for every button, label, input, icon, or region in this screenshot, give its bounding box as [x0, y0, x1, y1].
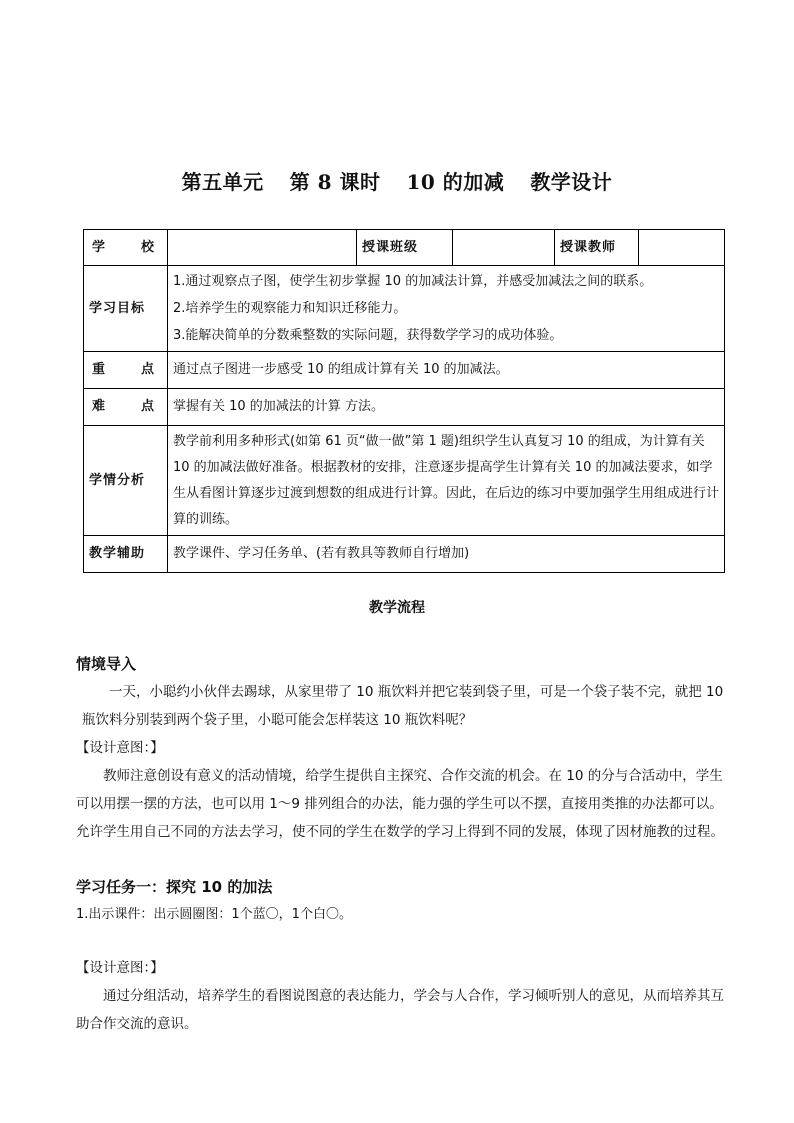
title-topic: 10 的加减	[406, 170, 505, 194]
objectives-label: 学习目标	[84, 266, 168, 352]
difficulty-value: 掌握有关 10 的加减法的计算 方法。	[168, 389, 725, 426]
analysis-value: 教学前利用多种形式(如第 61 页“做一做”第 1 题)组织学生认真复习 10 的组成，为计算有关 10 的加减法做好准备。根据教材的安排，注意逐步提高学生计算有关 10 的加减法要求，如学生从看图计算逐步过渡到想数的组成进行计算。因此，在后边的练习中要加强学生用组成进行计算的训练。	[168, 426, 725, 536]
school-label: 学 校	[84, 230, 168, 266]
info-row-key-point	[84, 352, 725, 389]
title-unit: 第五单元	[181, 170, 264, 194]
aids-label: 教学辅助	[84, 536, 168, 573]
objectives-list	[168, 266, 725, 352]
design-intent-text-1: 教师注意创设有意义的活动情境，给学生提供自主探究、合作交流的机会。在 10 的分与合活动中，学生可以用摆一摆的方法，也可以用 1～9 排列组合的办法，能力强的学生可以不摆，直接用类推的办法都可以。允许学生用自己不同的方法去学习，使不同的学生在数学的学习上得到不同的发展，体现了因材施教的过程。	[76, 768, 724, 840]
intro-heading: 情境导入	[76, 655, 137, 673]
key-point-value: 通过点子图进一步感受 10 的组成计算有关 10 的加减法。	[168, 352, 725, 389]
analysis-label: 学情分析	[84, 426, 168, 536]
objective-item: 2.培养学生的观察能力和知识迁移能力。	[173, 301, 407, 316]
aids-value: 教学课件、学习任务单、(若有教具等教师自行增加)	[168, 536, 725, 573]
teacher-value[interactable]	[639, 230, 725, 266]
flow-section-intro	[76, 650, 724, 846]
class-value[interactable]	[453, 230, 555, 266]
design-intent-label-2: 【设计意图：】	[76, 960, 164, 976]
key-point-label: 重 点	[84, 352, 168, 389]
info-row-objectives	[84, 266, 725, 352]
lesson-info-table	[83, 229, 725, 573]
teacher-label: 授课教师	[555, 230, 639, 266]
intro-text: 一天，小聪约小伙伴去踢球，从家里带了 10 瓶饮料并把它装到袋子里，可是一个袋子装不完，就把 10 瓶饮料分别装到两个袋子里，小聪可能会怎样装这 10 瓶饮料呢？	[82, 684, 724, 728]
title-kind: 教学设计	[530, 170, 613, 194]
task1-heading: 学习任务一：探究 10 的加法	[76, 878, 273, 896]
info-row-aids	[84, 536, 725, 573]
info-row-analysis	[84, 426, 725, 536]
design-intent-label-1: 【设计意图：】	[76, 740, 164, 756]
difficulty-label: 难 点	[84, 389, 168, 426]
info-row-difficulty	[84, 389, 725, 426]
flow-title: 教学流程	[369, 600, 425, 616]
objective-item: 1.通过观察点子图，使学生初步掌握 10 的加减法计算，并感受加减法之间的联系。	[173, 274, 653, 289]
title-lesson: 第 8 课时	[289, 170, 381, 194]
flow-section-intent2	[76, 954, 724, 1038]
task1-item: 1.出示课件：出示圆圈图：1个蓝〇，1个白〇。	[76, 907, 352, 922]
class-label: 授课班级	[357, 230, 453, 266]
design-intent-text-2: 通过分组活动，培养学生的看图说图意的表达能力，学会与人合作，学习倾听别人的意见，从而培养其互助合作交流的意识。	[76, 988, 724, 1032]
flow-section-task1	[76, 873, 724, 929]
objective-item: 3.能解决简单的分数乘整数的实际问题，获得数学学习的成功体验。	[173, 328, 563, 343]
document-title	[0, 166, 794, 195]
info-row-school	[84, 230, 725, 266]
school-value[interactable]	[168, 230, 357, 266]
